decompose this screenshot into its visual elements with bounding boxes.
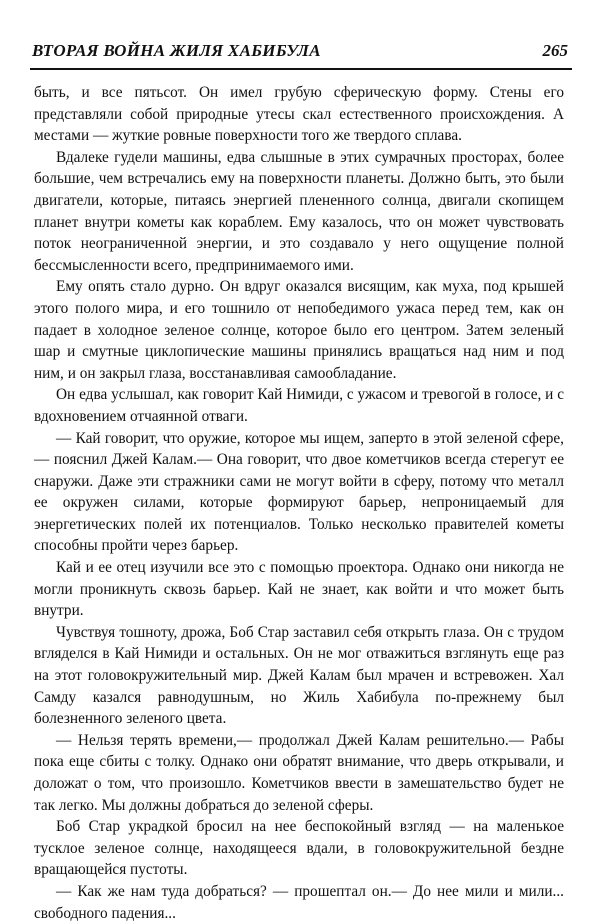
running-title: ВТОРАЯ ВОЙНА ЖИЛЯ ХАБИБУЛА: [32, 41, 321, 60]
running-header: [30, 41, 570, 65]
paragraph-9: Боб Стар украдкой бросил на нее беспокойный взгляд — на маленькое тусклое зеленое солнце, находящееся вдали, в головокружительной бездне вращающейся пустоты.: [34, 818, 564, 879]
paragraph-1: быть, и все пятьсот. Он имел грубую сферическую форму. Стены его представляли собой природные утесы скал естественного происхождения. А местами — жуткие ровные поверхности того же твердого сплава.: [34, 84, 564, 145]
paragraph-10: — Как же нам туда добраться? — прошептал он.— До нее мили и мили... свободного падения...: [34, 882, 564, 922]
paragraph-2: Вдалеке гудели машины, едва слышные в этих сумрачных просторах, более большие, чем встречались ему на поверхности планеты. Должно быть, это были двигатели, которые, питаясь энергией плененного солнца, двигали скопищем планет внутри кометы как кораблем. Ему казалось, что он может чувствовать поток неограниченной энергии, и это создавало у него ощущение полной бессмысленности всего, предпринимаемого ими.: [34, 148, 564, 274]
page-number: 265: [542, 41, 568, 60]
paragraph-4: Он едва услышал, как говорит Кай Нимиди, с ужасом и тревогой в голосе, и с вдохновением отчаянной отваги.: [34, 386, 564, 425]
paragraph-8: — Нельзя терять времени,— продолжал Джей Калам решительно.— Рабы пока еще сбиты с толку. Однако они обратят внимание, что дверь открывали, и доложат о том, что произошло. Кометчиков ввести в замешательство будет не так легко. Мы должны добраться до зеленой сферы.: [34, 731, 564, 814]
header-rule: [30, 68, 572, 70]
paragraph-6: Кай и ее отец изучили все это с помощью проектора. Однако они никогда не могли проникнуть сквозь барьер. Кай не знает, как войти и что может быть внутри.: [34, 559, 564, 620]
paragraph-3: Ему опять стало дурно. Он вдруг оказался висящим, как муха, под крышей этого полого мира, и его тошнило от непобедимого ужаса перед тем, как он падает в холодное зеленое солнце, которое было его центром. Затем зеленый шар и смутные циклопические машины принялись вращаться над ним и под ним, и он закрыл глаза, восстанавливая самообладание.: [34, 278, 564, 382]
paragraph-7: Чувствуя тошноту, дрожа, Боб Стар заставил себя открыть глаза. Он с трудом вгляделся в Кай Нимиди и остальных. Он не мог отважиться взглянуть еще раз на этот головокружительный мир. Джей Калам был мрачен и встревожен. Хал Самду казался равнодушным, но Жиль Хабибула по-прежнему был болезненного зеленого цвета.: [34, 623, 564, 728]
paragraph-5: — Кай говорит, что оружие, которое мы ищем, заперто в этой зеленой сфере,— пояснил Джей Калам.— Она говорит, что двое кометчиков всегда стерегут ее снаружи. Даже эти стражники сами не могут войти в сферу, потому что металл ее окружен силами, которые формируют барьер, непроницаемый для энергетических полей их потенциалов. Только несколько правителей кометы способны пройти через барьер.: [34, 429, 564, 555]
body-text: [34, 82, 564, 924]
